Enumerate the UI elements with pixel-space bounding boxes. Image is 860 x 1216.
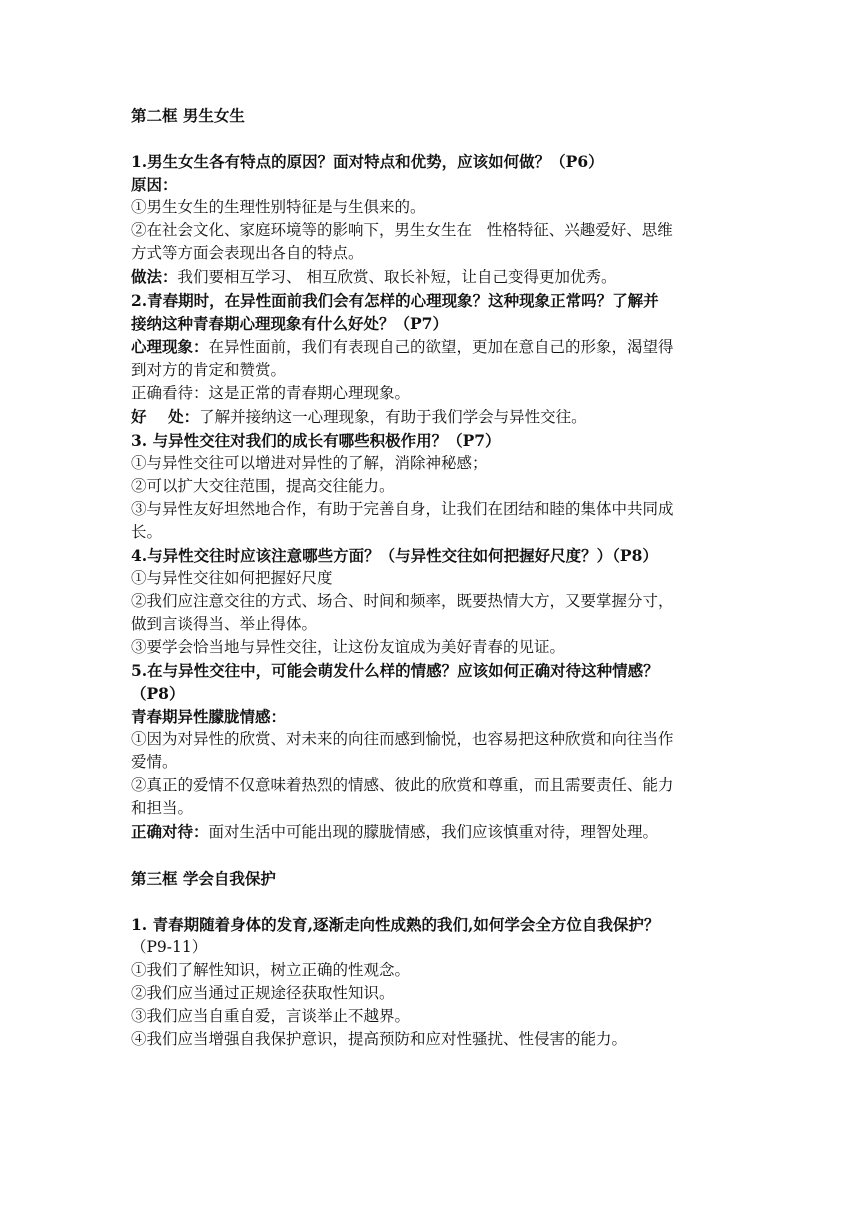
document-content [131, 104, 737, 1051]
answer-line: ②在社会文化、家庭环境等的影响下，男生女生在 性格特征、兴趣爱好、思维 [131, 221, 673, 239]
question-heading: 1. 青春期随着身体的发育,逐渐走向性成熟的我们,如何学会全方位自我保护？ [131, 915, 660, 934]
question-heading: 3. 与异性交往对我们的成长有哪些积极作用？（P7） [131, 431, 501, 450]
section-title: 第三框 学会自我保护 [131, 869, 276, 888]
answer-line: ④我们应当增强自我保护意识，提高预防和应对性骚扰、性侵害的能力。 [131, 1030, 628, 1048]
answer-line: ②可以扩大交往范围，提高交往能力。 [131, 477, 395, 495]
answer-line: 到对方的肯定和赞赏。 [131, 361, 287, 379]
answer-line: ①因为对异性的欣赏、对未来的向往而感到愉悦，也容易把这种欣赏和向往当作 [131, 730, 674, 748]
benefit-line [131, 405, 737, 429]
method-label: 做法： [131, 267, 178, 286]
answer-line: ③我们应当自重自爱，言谈举止不越界。 [131, 1007, 411, 1025]
answer-line: 正确看待：这是正常的青春期心理现象。 [131, 384, 411, 402]
answer-line: ③要学会恰当地与异性交往，让这份友谊成为美好青春的见证。 [131, 638, 566, 656]
question-heading: 5.在与异性交往中，可能会萌发什么样的情感？应该如何正确对待这种情感？ [131, 661, 659, 680]
reason-label: 原因： [131, 175, 178, 194]
answer-line: ①与异性交往如何把握好尺度 [131, 569, 333, 587]
correct-text: 面对生活中可能出现的朦胧情感，我们应该慎重对待，理智处理。 [208, 823, 659, 841]
correct-line [131, 820, 737, 844]
correct-label: 正确对待： [131, 822, 209, 841]
answer-line: ①我们了解性知识，树立正确的性观念。 [131, 961, 411, 979]
answer-line: ②真正的爱情不仅意味着热烈的情感、彼此的欣赏和尊重，而且需要责任、能力 [131, 776, 674, 794]
method-text: 我们要相互学习、 相互欣赏、取长补短，让自己变得更加优秀。 [177, 268, 617, 286]
emotion-label: 青春期异性朦胧情感： [131, 707, 287, 726]
question-heading: 接纳这种青春期心理现象有什么好处？（P7） [131, 314, 448, 333]
answer-line: ③与异性友好坦然地合作，有助于完善自身，让我们在团结和睦的集体中共同成 [131, 500, 674, 518]
question-heading: 2.青春期时，在异性面前我们会有怎样的心理现象？这种现象正常吗？了解并 [131, 291, 659, 310]
answer-line: ②我们应注意交往的方式、场合、时间和频率，既要热情大方，又要掌握分寸， [131, 592, 674, 610]
answer-line: 长。 [131, 523, 163, 541]
answer-line: 做到言谈得当、举止得体。 [131, 615, 318, 633]
answer-line: ①男生女生的生理性别特征是与生俱来的。 [131, 198, 426, 216]
answer-line: 方式等方面会表现出各自的特点。 [131, 244, 364, 262]
method-line [131, 265, 737, 289]
answer-line: ①与异性交往可以增进对异性的了解，消除神秘感； [131, 454, 488, 472]
phenomenon-line [131, 335, 737, 359]
question-heading: 1.男生女生各有特点的原因？面对特点和优势，应该如何做？（P6） [131, 152, 604, 171]
answer-line: 和担当。 [131, 799, 194, 817]
benefit-label: 好 处： [131, 407, 200, 426]
answer-line: ②我们应当通过正规途径获取性知识。 [131, 984, 395, 1002]
phenomenon-label: 心理现象： [131, 337, 209, 356]
phenomenon-text: 在异性面前，我们有表现自己的欲望，更加在意自己的形象，渴望得 [208, 338, 674, 356]
question-heading: （P8） [131, 684, 185, 703]
section-title: 第二框 男生女生 [131, 106, 245, 125]
benefit-text: 了解并接纳这一心理现象，有助于我们学会与异性交往。 [199, 408, 587, 426]
question-page-ref: （P9-11） [131, 938, 208, 956]
answer-line: 爱情。 [131, 753, 178, 771]
question-heading: 4.与异性交往时应该注意哪些方面？（与异性交往如何把握好尺度？）（P8） [131, 546, 658, 565]
